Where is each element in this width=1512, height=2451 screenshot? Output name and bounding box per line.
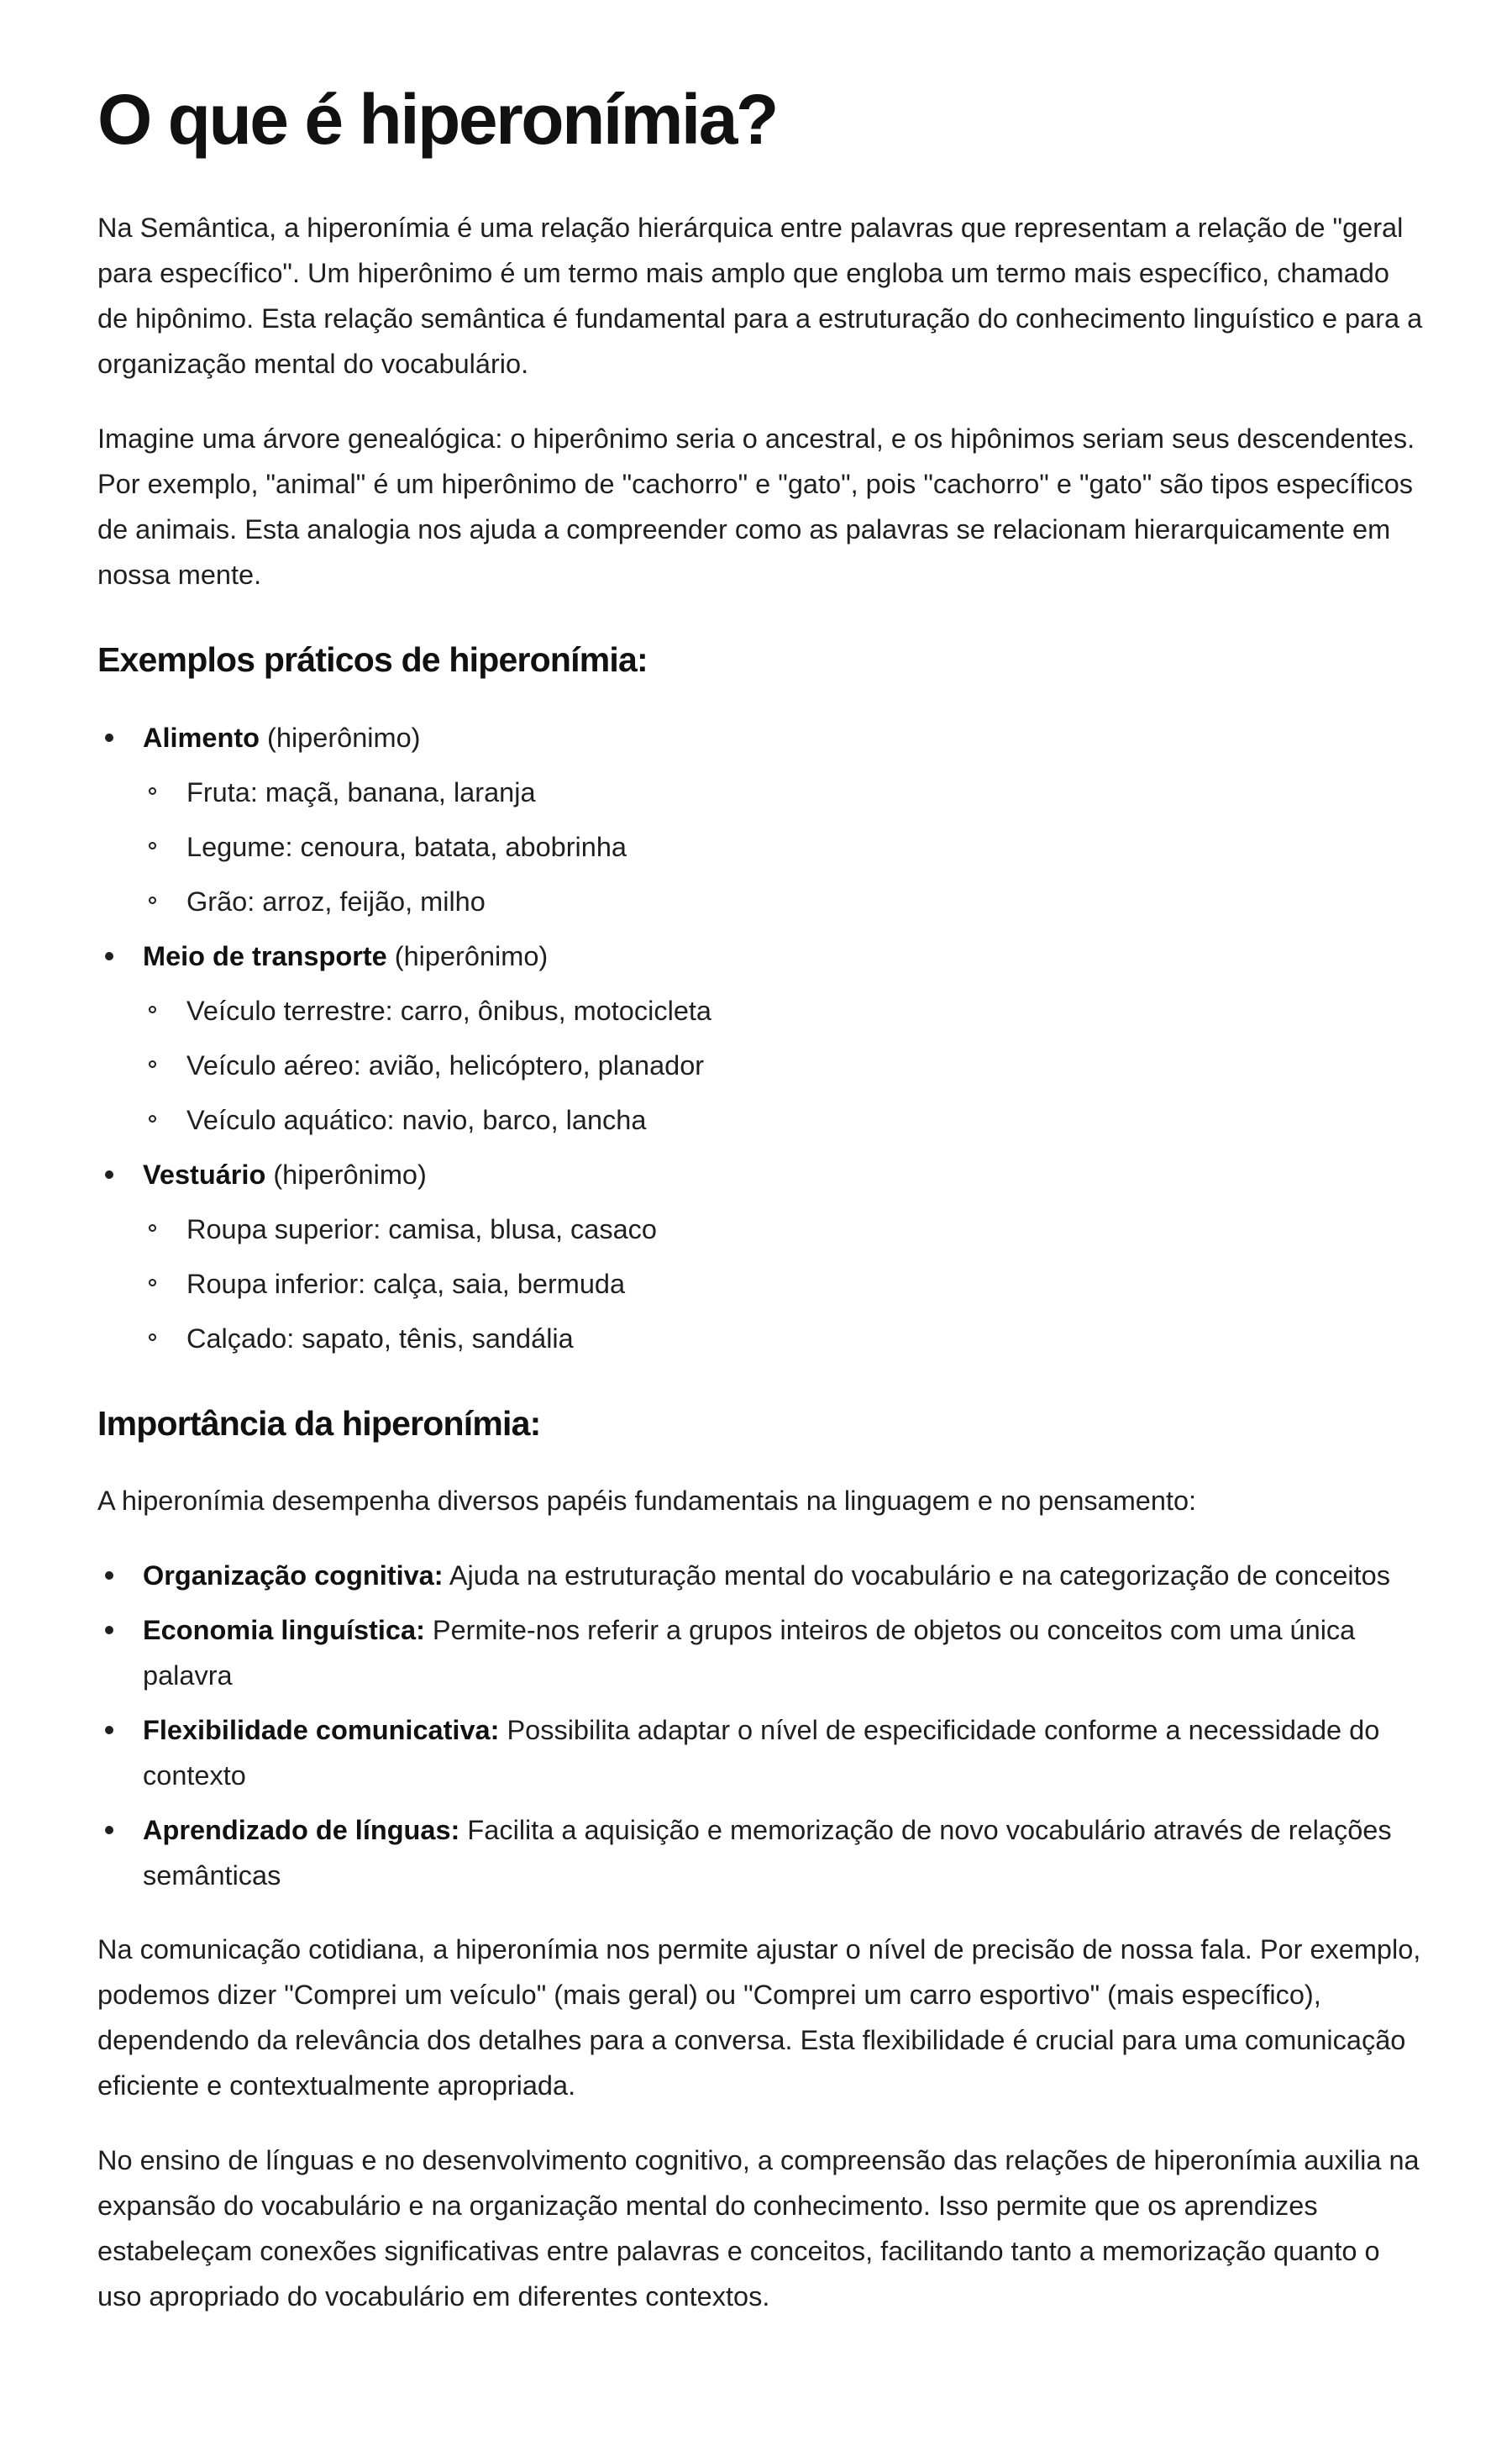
list-item: Grão: arroz, feijão, milho: [143, 879, 1425, 924]
benefit-term: Flexibilidade comunicativa:: [143, 1714, 500, 1745]
benefit-term: Organização cognitiva:: [143, 1559, 444, 1591]
benefit-text: Possibilita adaptar o nível de especificidade conforme a necessidade do contexto: [143, 1714, 1380, 1791]
hyponym-list: [143, 988, 1425, 1143]
list-item: Legume: cenoura, batata, abobrinha: [143, 824, 1425, 870]
closing-paragraph-2: No ensino de línguas e no desenvolvimento cognitivo, a compreensão das relações de hiperonímia auxilia na expansão do vocabulário e na organização mental do conhecimento. Isso permite que os aprendizes estabeleçam conexões significativas entre palavras e conceitos, facilitando tanto a memorização quanto o uso apropriado do vocabulário em diferentes contextos.: [97, 2144, 1420, 2312]
intro-paragraph-1: Na Semântica, a hiperonímia é uma relação hierárquica entre palavras que representam a relação de "geral para específico". Um hiperônimo é um termo mais amplo que engloba um termo mais específico, chamado de hipônimo. Esta relação semântica é fundamental para a estruturação do conhecimento linguístico e para a organização mental do vocabulário.: [97, 213, 1423, 380]
examples-list: [97, 715, 1425, 1361]
benefit-text: Facilita a aquisição e memorização de novo vocabulário através de relações semânticas: [143, 1814, 1392, 1891]
page-title: O que é hiperonímia?: [97, 80, 777, 159]
list-item: Calçado: sapato, tênis, sandália: [143, 1316, 1425, 1361]
list-item: [97, 1607, 1425, 1698]
hypernym-note: (hiperônimo): [260, 722, 421, 753]
benefit-text: Permite-nos referir a grupos inteiros de objetos ou conceitos com uma única palavra: [143, 1614, 1356, 1691]
example-group-transport: [97, 934, 1425, 1143]
benefit-text: Ajuda na estruturação mental do vocabulário e na categorização de conceitos: [443, 1559, 1390, 1591]
list-item: [97, 1807, 1425, 1898]
hypernym-note: (hiperônimo): [265, 1159, 427, 1190]
hypernym-term: Vestuário: [143, 1159, 266, 1190]
intro-paragraph-2: Imagine uma árvore genealógica: o hiperônimo seria o ancestral, e os hipônimos seriam seus descendentes. Por exemplo, "animal" é um hiperônimo de "cachorro" e "gato", pois "cachorro" e "gato" são tipos específicos de animais. Esta analogia nos ajuda a compreender como as palavras se relacionam hierarquicamente em nossa mente.: [97, 423, 1415, 591]
closing-paragraph-1: Na comunicação cotidiana, a hiperonímia nos permite ajustar o nível de precisão de nossa fala. Por exemplo, podemos dizer "Comprei um veículo" (mais geral) ou "Comprei um carro esportivo" (mais específico), dependendo da relevância dos detalhes para a conversa. Esta flexibilidade é crucial para uma comunicação eficiente e contextualmente apropriada.: [97, 1933, 1421, 2101]
examples-heading: Exemplos práticos de hiperonímia:: [97, 640, 648, 680]
example-group-clothing: [97, 1152, 1425, 1361]
list-item: Veículo aquático: navio, barco, lancha: [143, 1097, 1425, 1143]
hypernym-note: (hiperônimo): [386, 940, 549, 971]
list-item: Roupa superior: camisa, blusa, casaco: [143, 1207, 1425, 1252]
hyponym-list: [143, 770, 1425, 924]
benefit-term: Aprendizado de línguas:: [143, 1814, 460, 1845]
example-group-food: [97, 715, 1425, 924]
list-item: Veículo terrestre: carro, ônibus, motocicleta: [143, 988, 1425, 1034]
list-item: Fruta: maçã, banana, laranja: [143, 770, 1425, 815]
list-item: Veículo aéreo: avião, helicóptero, planador: [143, 1043, 1425, 1088]
hypernym-term: Meio de transporte: [143, 940, 387, 971]
list-item: [97, 1707, 1425, 1798]
list-item: Roupa inferior: calça, saia, bermuda: [143, 1261, 1425, 1307]
importance-list: [97, 1553, 1425, 1898]
importance-lead: A hiperonímia desempenha diversos papéis fundamentais na linguagem e no pensamento:: [97, 1485, 1197, 1516]
importance-heading: Importância da hiperonímia:: [97, 1403, 541, 1443]
hyponym-list: [143, 1207, 1425, 1361]
hypernym-term: Alimento: [143, 722, 260, 753]
list-item: [97, 1553, 1425, 1598]
benefit-term: Economia linguística:: [143, 1614, 425, 1645]
